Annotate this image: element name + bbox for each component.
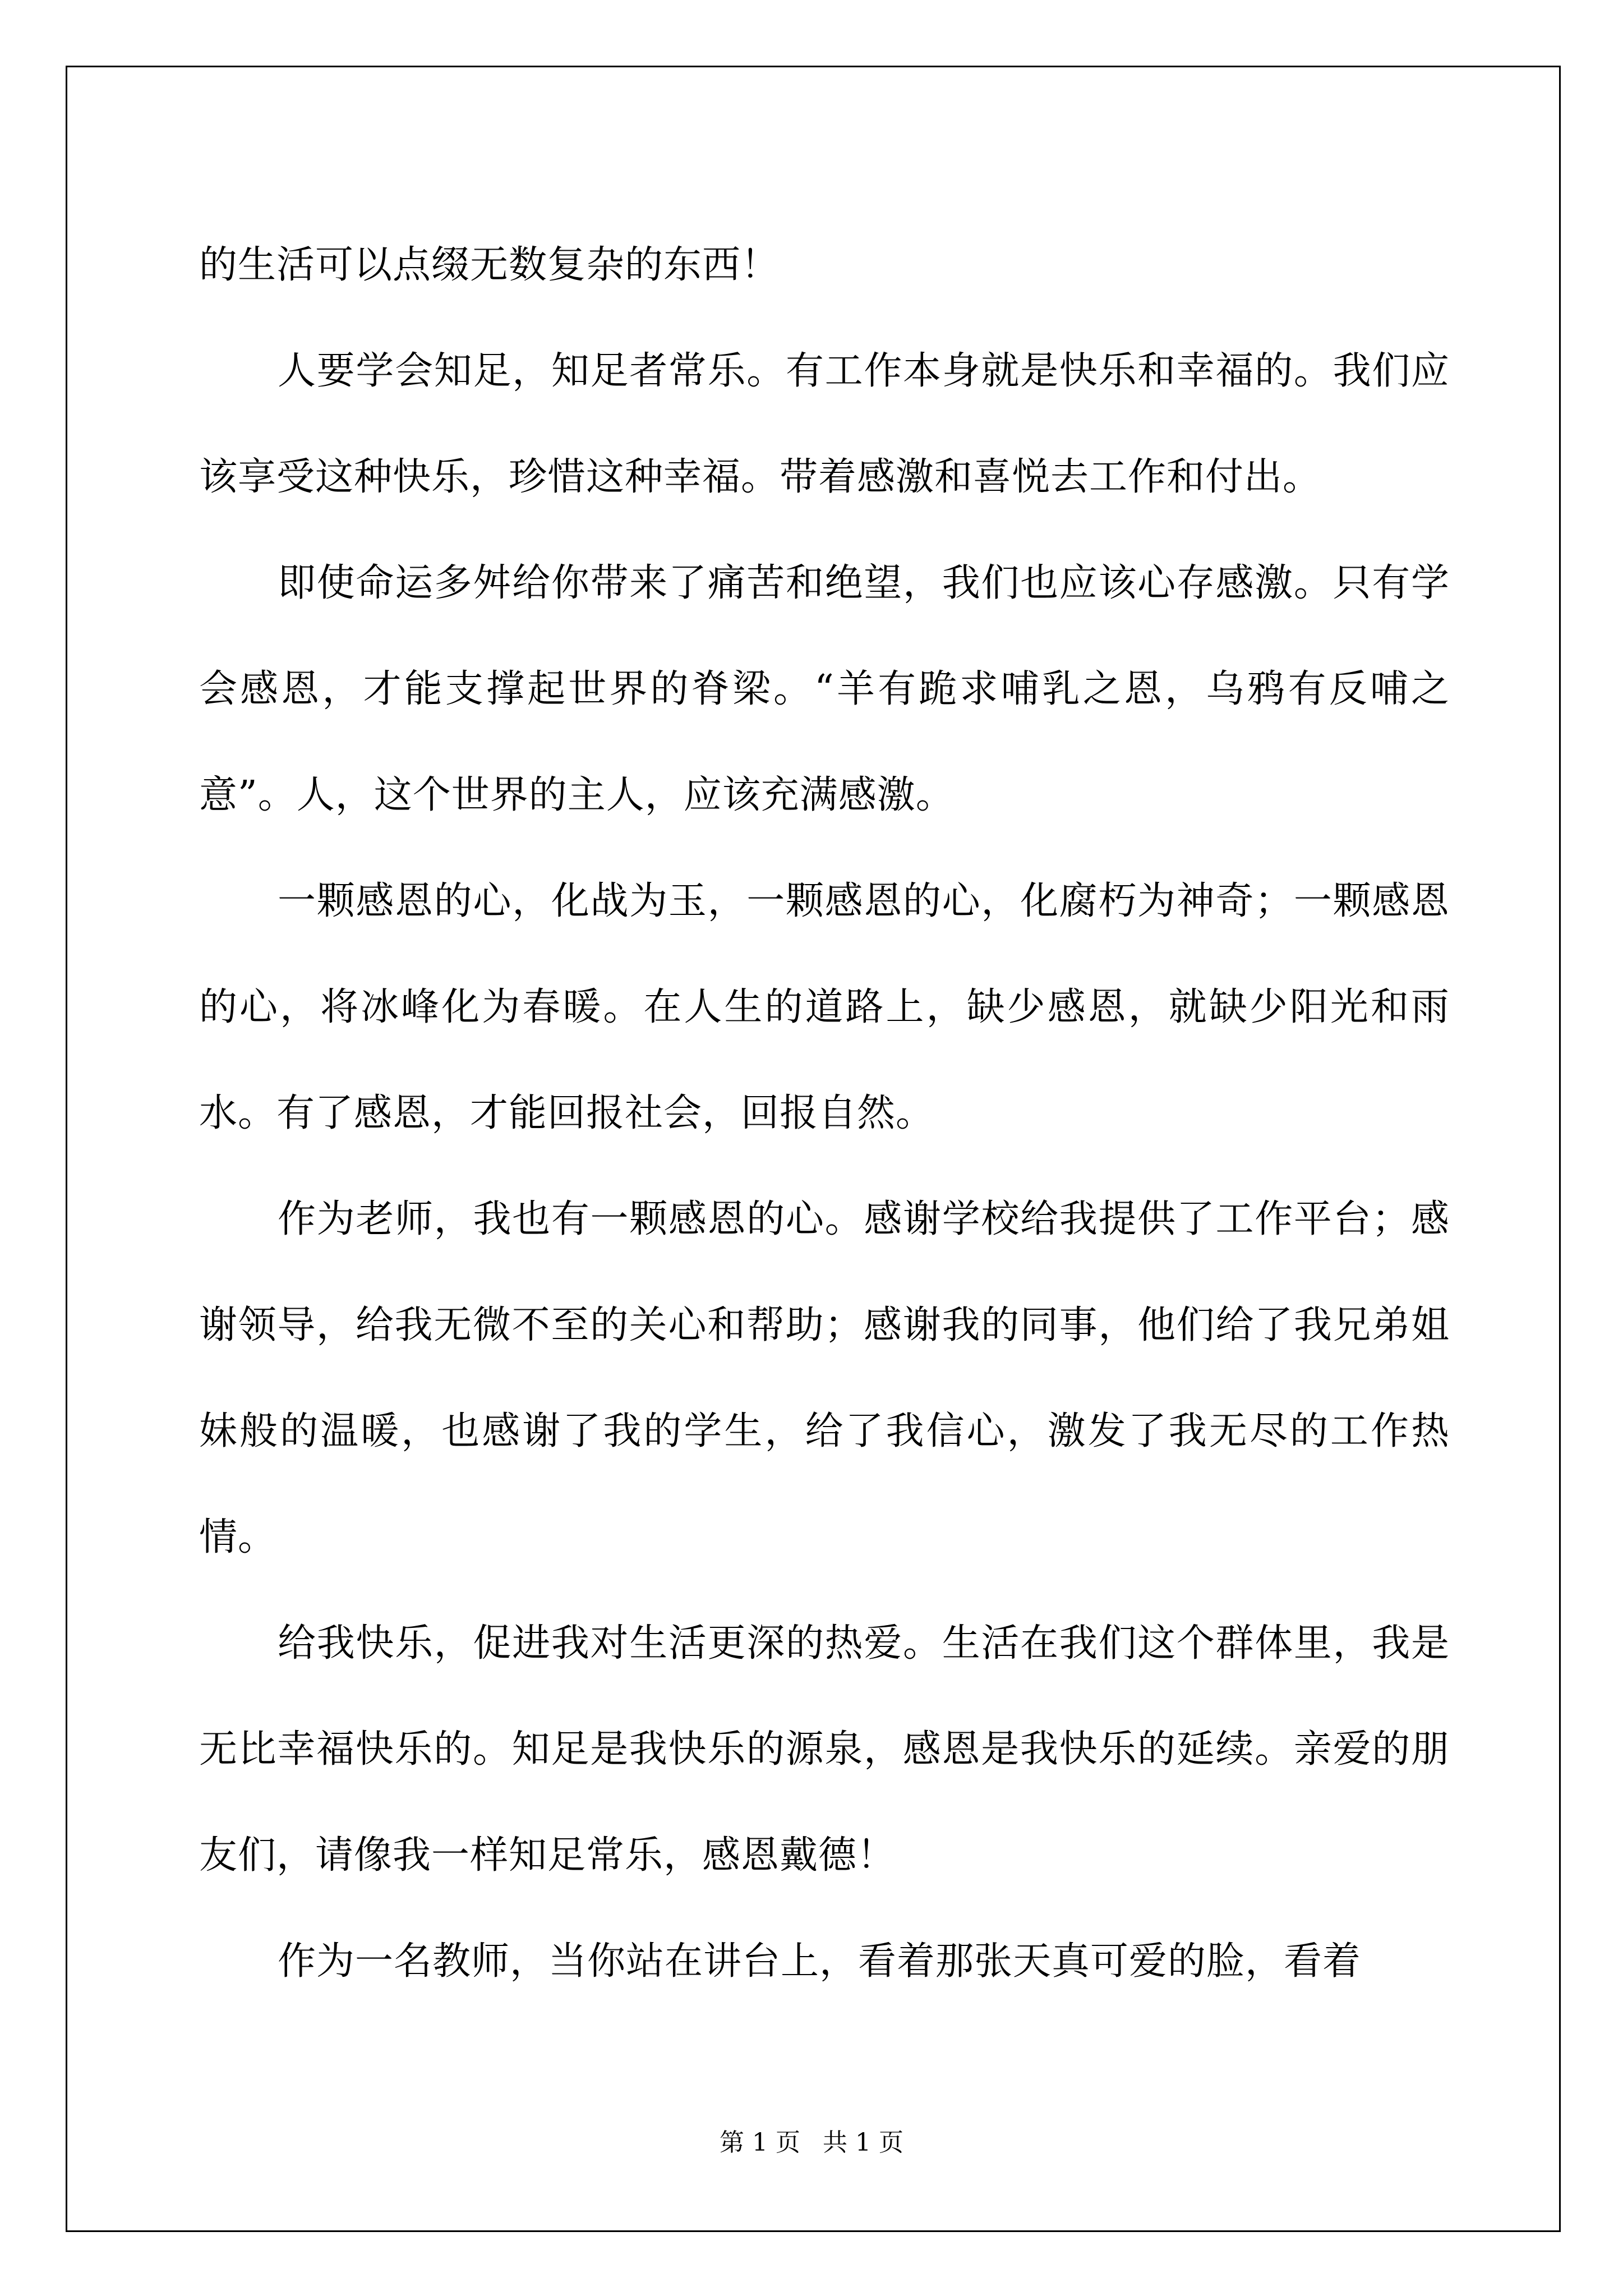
page-footer [0,2126,1623,2160]
paragraph-5: 作为老师，我也有一颗感恩的心。感谢学校给我提供了工作平台；感谢领导，给我无微不至的关心和帮助；感谢我的同事，他们给了我兄弟姐妹般的温暖，也感谢了我的学生，给了我信心，激发了我无尽的工作热情。 [199,1197,1450,1559]
paragraph-4: 一颗感恩的心，化战为玉，一颗感恩的心，化腐朽为神奇；一颗感恩的心，将冰峰化为春暖。在人生的道路上，缺少感恩，就缺少阳光和雨水。有了感恩，才能回报社会，回报自然。 [199,879,1450,1135]
document-body [199,212,1450,2014]
paragraph-7: 作为一名教师，当你站在讲台上，看着那张天真可爱的脸，看着 [278,1939,1362,1984]
paragraph-2: 人要学会知足，知足者常乐。有工作本身就是快乐和幸福的。我们应该享受这种快乐，珍惜这种幸福。带着感激和喜悦去工作和付出。 [199,349,1450,499]
page-number: 第 1 页 [720,2128,800,2157]
paragraph-1: 的生活可以点缀无数复杂的东西！ [199,243,780,287]
page-total: 共 1 页 [823,2128,903,2157]
paragraph-6: 给我快乐，促进我对生活更深的热爱。生活在我们这个群体里，我是无比幸福快乐的。知足是我快乐的源泉，感恩是我快乐的延续。亲爱的朋友们，请像我一样知足常乐，感恩戴德！ [199,1621,1450,1878]
paragraph-3: 即使命运多舛给你带来了痛苦和绝望，我们也应该心存感激。只有学会感恩，才能支撑起世界的脊梁。“羊有跪求哺乳之恩，乌鸦有反哺之意”。人，这个世界的主人，应该充满感激。 [199,561,1450,817]
